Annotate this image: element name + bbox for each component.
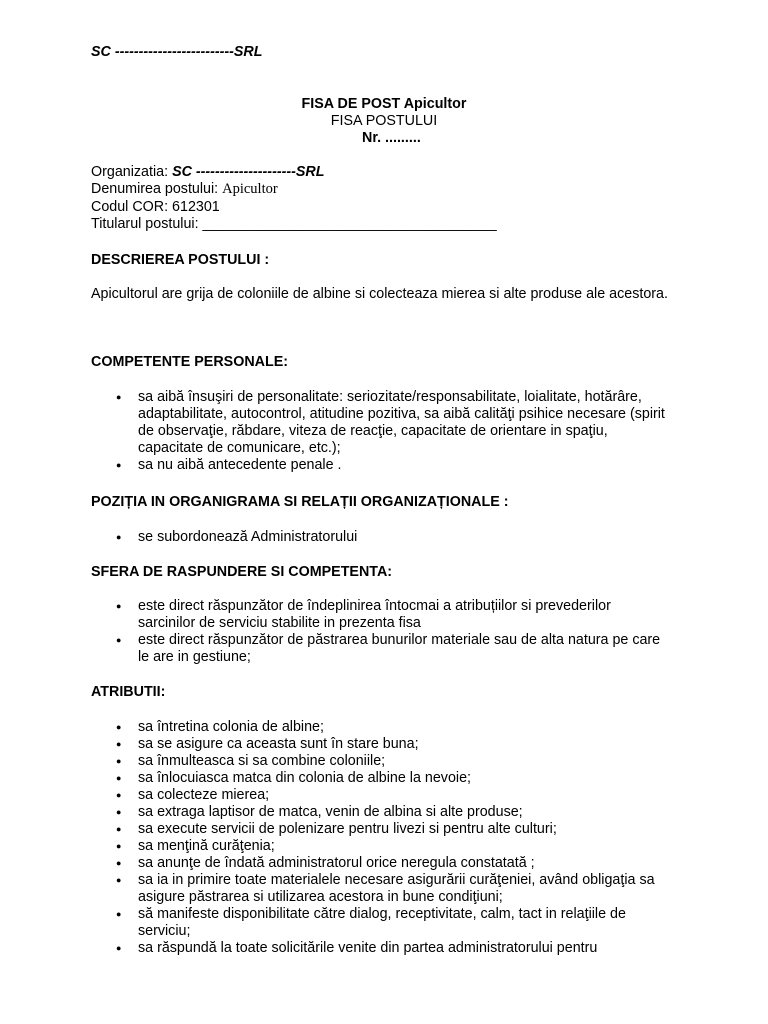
list-item [111,719,671,736]
organizatia-label: Organizatia: [91,164,173,180]
company-prefix: SC [91,44,111,60]
atributii-list [111,719,671,957]
bullet-icon: ● [116,601,122,611]
list-item [111,457,671,474]
list-item [111,632,671,666]
pozitia-heading: POZIȚIA IN ORGANIGRAMA SI RELAȚII ORGANIZAȚIONALE : [91,494,509,510]
list-item-text: sa aibă însuşiri de personalitate: seriozitate/responsabilitate, loialitate, hotărâre, adaptabilitate, autocontrol, atitudine pozitiva, sa aibă calităţi psihice necesare (spirit de observaţie, răbdare, viteza de reacţie, capacitate de orientare in spaţiu, capacitate de comunicare, etc.); [138,389,665,456]
cod-cor-line: Codul COR: 612301 [91,199,220,215]
list-item [111,787,671,804]
list-item [111,804,671,821]
list-item [111,598,671,632]
list-item-text: se subordonează Administratorului [138,529,358,545]
list-item [111,906,671,940]
document-title: FISA DE POST Apicultor [301,96,467,112]
list-item [111,872,671,906]
list-item [111,838,671,855]
bullet-icon: ● [116,909,122,919]
titular-line: Titularul postului: _____________________________________ [91,216,497,232]
bullet-icon: ● [116,790,122,800]
document-number: Nr. ......... [362,130,421,146]
list-item-text: sa anunţe de îndată administratorul orice neregula constatată ; [138,855,535,871]
pozitia-list [111,529,691,546]
list-item-text: sa se asigure ca aceasta sunt în stare buna; [138,736,419,752]
list-item [111,855,671,872]
list-item [111,821,671,838]
list-item-text: este direct răspunzător de îndeplinirea întocmai a atribuțiilor si prevederilor sarcinilor de serviciu stabilite in prezenta fisa [138,598,611,631]
bullet-icon: ● [116,756,122,766]
bullet-icon: ● [116,460,122,470]
denumirea-line [91,181,278,198]
bullet-icon: ● [116,635,122,645]
bullet-icon: ● [116,722,122,732]
company-line [91,44,262,61]
bullet-icon: ● [116,858,122,868]
list-item-text: sa menţină curăţenia; [138,838,275,854]
list-item [111,770,671,787]
sfera-list [111,598,671,666]
bullet-icon: ● [116,824,122,834]
competente-list [111,389,671,474]
organizatia-line [91,164,324,181]
list-item [111,736,671,753]
list-item-text: sa colecteze mierea; [138,787,270,803]
list-item-text: sa ia in primire toate materialele necesare asigurării curăţeniei, având obligaţia sa asigure păstrarea si utilizarea acestora in bune condiţiuni; [138,872,655,905]
list-item [111,389,671,457]
list-item-text: este direct răspunzător de păstrarea bunurilor materiale sau de alta natura pe care le are in gestiune; [138,632,661,665]
list-item [111,753,671,770]
list-item-text: să manifeste disponibilitate către dialog, receptivitate, calm, tact in relaţiile de serviciu; [138,906,626,939]
list-item-text: sa întretina colonia de albine; [138,719,324,735]
organizatia-value: SC ---------------------SRL [172,164,325,180]
bullet-icon: ● [116,739,122,749]
list-item [111,940,671,957]
bullet-icon: ● [116,875,122,885]
list-item-text: sa răspundă la toate solicitările venite din partea administratorului pentru [138,940,598,956]
denumirea-label: Denumirea postului: [91,181,223,197]
bullet-icon: ● [116,392,122,402]
bullet-icon: ● [116,773,122,783]
competente-heading: COMPETENTE PERSONALE: [91,354,288,370]
bullet-icon: ● [116,807,122,817]
list-item-text: sa înlocuiasca matca din colonia de albine la nevoie; [138,770,472,786]
bullet-icon: ● [116,532,122,542]
sfera-heading: SFERA DE RASPUNDERE SI COMPETENTA: [91,564,393,580]
list-item-text: sa nu aibă antecedente penale . [138,457,342,473]
list-item-text: sa înmulteasca si sa combine coloniile; [138,753,386,769]
document-subtitle: FISA POSTULUI [330,113,438,129]
bullet-icon: ● [116,943,122,953]
list-item [111,529,691,546]
descriere-heading: DESCRIEREA POSTULUI : [91,252,270,268]
bullet-icon: ● [116,841,122,851]
company-suffix: SRL [233,44,263,60]
descriere-text: Apicultorul are grija de coloniile de albine si colecteaza mierea si alte produse ale acestora. [91,286,668,302]
company-dashes: ------------------------- [110,44,234,60]
atributii-heading: ATRIBUTII: [91,684,166,700]
list-item-text: sa extraga laptisor de matca, venin de albina si alte produse; [138,804,523,820]
denumirea-value: Apicultor [222,181,278,197]
list-item-text: sa execute servicii de polenizare pentru livezi si pentru alte culturi; [138,821,557,837]
